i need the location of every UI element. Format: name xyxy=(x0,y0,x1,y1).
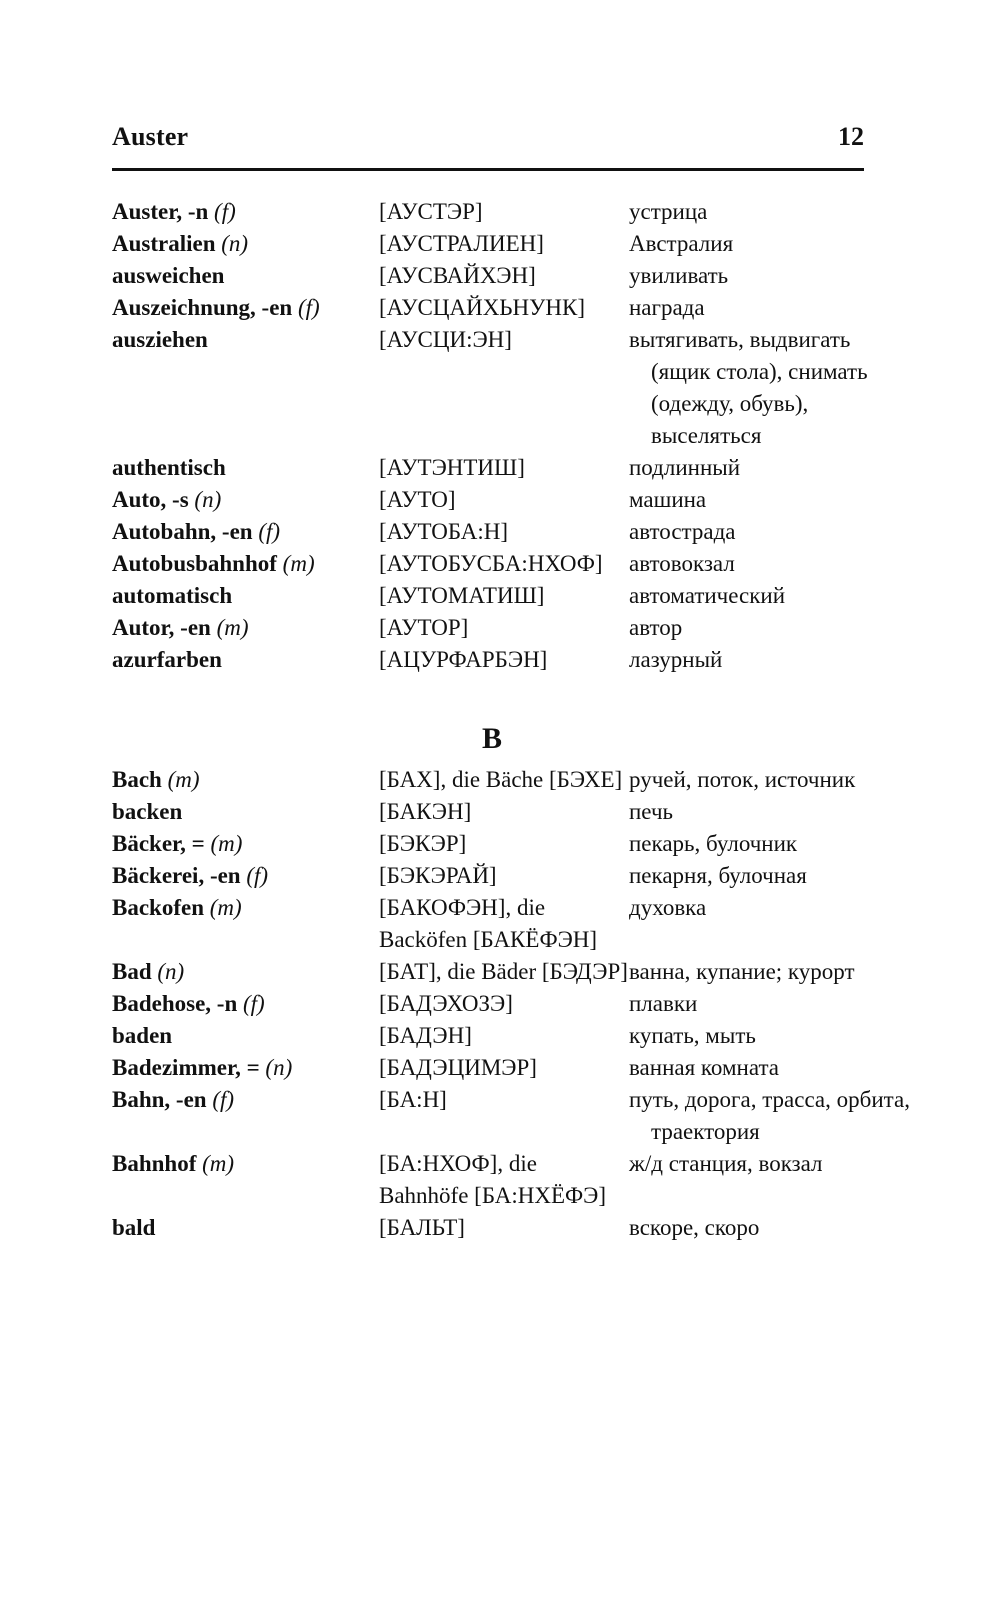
entry-headword-text: ausziehen xyxy=(112,327,208,352)
dictionary-entry xyxy=(112,228,872,260)
entry-gender-marker: (f) xyxy=(297,295,320,320)
entry-pronunciation: [БАЛЬТ] xyxy=(379,1215,465,1240)
entry-translation: пекарь, булочник xyxy=(629,831,798,856)
dictionary-entry xyxy=(112,644,872,676)
entry-headword-text: Bahn, -en xyxy=(112,1087,207,1112)
dictionary-entry xyxy=(112,260,872,292)
entry-translation: лазурный xyxy=(629,647,723,672)
dictionary-entry xyxy=(112,292,872,324)
entry-headword-text: Backofen xyxy=(112,895,204,920)
entry-translation: печь xyxy=(629,799,674,824)
entry-translation: награда xyxy=(629,295,705,320)
dictionary-entry xyxy=(112,612,872,644)
dictionary-entry xyxy=(112,764,872,796)
entry-gender-marker: (n) xyxy=(265,1055,293,1080)
entry-headword-text: bald xyxy=(112,1215,156,1240)
entry-pronunciation: [БА:Н] xyxy=(379,1087,447,1112)
dictionary-entry xyxy=(112,1052,872,1084)
entry-headword xyxy=(112,324,379,356)
entry-headword-text: Auster, -n xyxy=(112,199,209,224)
entry-headword xyxy=(112,580,379,612)
entry-pronunciation: [БАДЭХОЗЭ] xyxy=(379,991,513,1016)
entry-headword xyxy=(112,644,379,676)
entry-headword xyxy=(112,796,379,828)
entry-pronunciation: [АУСТРАЛИЕН] xyxy=(379,231,544,256)
entry-pronunciation: [АЦУРФАРБЭН] xyxy=(379,647,548,672)
dictionary-entry xyxy=(112,452,872,484)
letter-section-divider: B xyxy=(481,722,502,755)
entry-translation: купать, мыть xyxy=(629,1023,756,1048)
entry-gender-marker: (n) xyxy=(157,959,185,984)
entry-gender-marker: (n) xyxy=(194,487,222,512)
entry-gender-marker: (m) xyxy=(282,551,315,576)
entry-headword-text: baden xyxy=(112,1023,173,1048)
entry-headword xyxy=(112,828,379,860)
entry-gender-marker: (m) xyxy=(202,1151,235,1176)
entry-translation: вытягивать, выдвигать (ящик стола), снимать (одежду, обувь), выселяться xyxy=(629,327,868,448)
entry-headword-text: authentisch xyxy=(112,455,226,480)
entry-headword xyxy=(112,1148,379,1180)
entry-pronunciation: [БАДЭН] xyxy=(379,1023,472,1048)
dictionary-entry xyxy=(112,324,872,452)
entry-gender-marker: (m) xyxy=(210,831,243,856)
page-number: 12 xyxy=(838,122,864,151)
running-head xyxy=(112,122,864,152)
entry-pronunciation: [БАХ], die Bäche [БЭХЕ] xyxy=(379,767,623,792)
entry-translation: вскоре, скоро xyxy=(629,1215,760,1240)
dictionary-entry xyxy=(112,796,872,828)
entry-headword xyxy=(112,228,379,260)
entry-headword-text: Badezimmer, = xyxy=(112,1055,260,1080)
entry-headword-text: Bad xyxy=(112,959,152,984)
dictionary-entry xyxy=(112,860,872,892)
entry-headword-text: Badehose, -n xyxy=(112,991,238,1016)
entry-pronunciation: [БА:НХОФ], die Bahnhöfe [БА:НХЁФЭ] xyxy=(379,1151,607,1208)
dictionary-entry xyxy=(112,1148,872,1212)
entry-headword xyxy=(112,956,379,988)
dictionary-entry xyxy=(112,956,872,988)
entry-pronunciation: [БАТ], die Bäder [БЭДЭР] xyxy=(379,959,628,984)
entry-pronunciation: [АУСЦАЙХЬНУНК] xyxy=(379,295,586,320)
entry-translation: автострада xyxy=(629,519,736,544)
entry-gender-marker: (m) xyxy=(216,615,249,640)
entry-pronunciation: [БАКОФЭН], die Backöfen [БАКЁФЭН] xyxy=(379,895,598,952)
entry-translation: машина xyxy=(629,487,707,512)
entry-translation: духовка xyxy=(629,895,707,920)
entry-gender-marker: (f) xyxy=(258,519,281,544)
entry-gender-marker: (m) xyxy=(167,767,200,792)
entry-headword-text: azurfarben xyxy=(112,647,222,672)
entry-headword xyxy=(112,1052,379,1084)
entry-pronunciation: [АУТОБУСБА:НХОФ] xyxy=(379,551,603,576)
entry-pronunciation: [БЭКЭР] xyxy=(379,831,467,856)
header-divider-rule xyxy=(112,168,864,171)
entry-gender-marker: (f) xyxy=(246,863,269,888)
entry-translation: путь, дорога, трасса, орбита, траектория xyxy=(629,1087,910,1144)
entry-translation: плавки xyxy=(629,991,698,1016)
entry-translation: пекарня, булочная xyxy=(629,863,807,888)
dictionary-entry xyxy=(112,1020,872,1052)
entry-headword xyxy=(112,1084,379,1116)
entry-pronunciation: [АУСТЭР] xyxy=(379,199,483,224)
entry-translation: ручей, поток, источник xyxy=(629,767,856,792)
entry-translation: автоматический xyxy=(629,583,786,608)
entry-headword xyxy=(112,1020,379,1052)
dictionary-entry xyxy=(112,988,872,1020)
entry-pronunciation: [АУСВАЙХЭН] xyxy=(379,263,536,288)
dictionary-entry xyxy=(112,548,872,580)
entry-translation: устрица xyxy=(629,199,708,224)
entry-headword xyxy=(112,484,379,516)
entry-headword-text: Bach xyxy=(112,767,162,792)
dictionary-entry xyxy=(112,196,872,228)
entry-headword xyxy=(112,292,379,324)
entry-translation: автовокзал xyxy=(629,551,735,576)
entry-translation: подлинный xyxy=(629,455,741,480)
entry-headword-text: Autobusbahnhof xyxy=(112,551,277,576)
entry-headword xyxy=(112,516,379,548)
entry-headword-text: Auto, -s xyxy=(112,487,189,512)
entry-translation: ванна, купание; курорт xyxy=(629,959,855,984)
entry-pronunciation: [АУТОР] xyxy=(379,615,469,640)
entry-gender-marker: (m) xyxy=(209,895,242,920)
entry-gender-marker: (f) xyxy=(243,991,265,1016)
dictionary-entry xyxy=(112,1084,910,1148)
entry-headword xyxy=(112,988,379,1020)
entry-gender-marker: (n) xyxy=(221,231,249,256)
dictionary-entry xyxy=(112,484,872,516)
entry-pronunciation: [АУТОБА:Н] xyxy=(379,519,509,544)
dictionary-entry xyxy=(112,1212,872,1244)
entry-headword xyxy=(112,764,379,796)
dictionary-entry xyxy=(112,580,872,612)
entry-pronunciation: [АУСЦИ:ЭН] xyxy=(379,327,512,352)
entry-headword-text: Bäcker, = xyxy=(112,831,205,856)
dictionary-entry xyxy=(112,892,872,956)
entry-pronunciation: [БАДЭЦИМЭР] xyxy=(379,1055,537,1080)
entry-headword-text: Autobahn, -en xyxy=(112,519,253,544)
dictionary-entry xyxy=(112,516,872,548)
entry-headword-text: Bäckerei, -en xyxy=(112,863,241,888)
entry-pronunciation: [АУТЭНТИШ] xyxy=(379,455,525,480)
entry-list xyxy=(112,196,910,1244)
entry-headword-text: automatisch xyxy=(112,583,233,608)
entry-translation: ж/д станция, вокзал xyxy=(629,1151,823,1176)
entry-headword xyxy=(112,860,379,892)
entry-headword xyxy=(112,892,379,924)
entry-headword xyxy=(112,612,379,644)
entry-headword-text: ausweichen xyxy=(112,263,225,288)
entry-headword-text: Auszeichnung, -en xyxy=(112,295,293,320)
entry-headword xyxy=(112,196,379,228)
entry-headword-text: Autor, -en xyxy=(112,615,211,640)
dictionary-entry xyxy=(112,828,872,860)
entry-pronunciation: [АУТО] xyxy=(379,487,456,512)
entry-headword xyxy=(112,1212,379,1244)
entry-translation: автор xyxy=(629,615,683,640)
entry-headword xyxy=(112,452,379,484)
entry-translation: увиливать xyxy=(629,263,729,288)
entry-pronunciation: [БАКЭН] xyxy=(379,799,472,824)
entry-translation: ванная комната xyxy=(629,1055,780,1080)
entry-translation: Австралия xyxy=(629,231,734,256)
entry-headword xyxy=(112,548,379,580)
entry-gender-marker: (f) xyxy=(214,199,236,224)
entry-headword-text: Bahnhof xyxy=(112,1151,197,1176)
entry-gender-marker: (f) xyxy=(212,1087,235,1112)
entry-headword-text: backen xyxy=(112,799,183,824)
entry-headword xyxy=(112,260,379,292)
entry-pronunciation: [БЭКЭРАЙ] xyxy=(379,863,497,888)
entry-headword-text: Australien xyxy=(112,231,216,256)
entry-pronunciation: [АУТОМАТИШ] xyxy=(379,583,545,608)
running-head-word: Auster xyxy=(112,122,189,151)
